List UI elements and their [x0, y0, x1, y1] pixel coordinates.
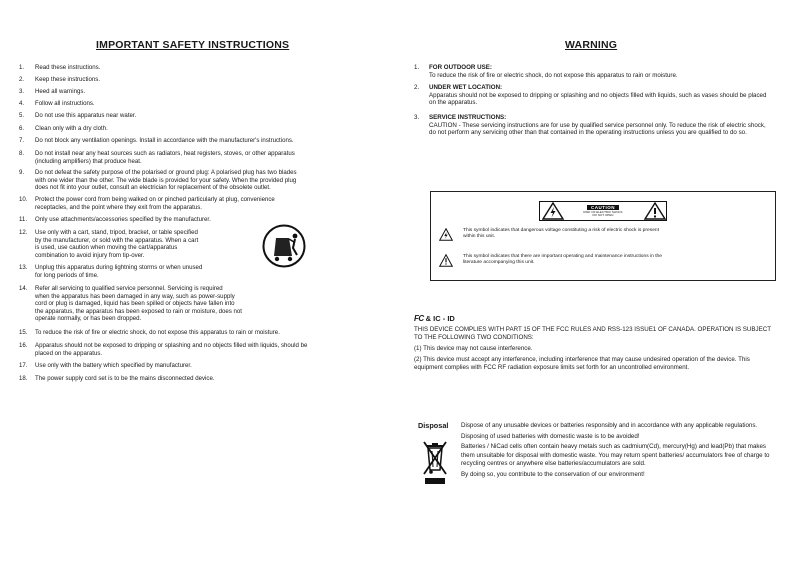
- exclamation-warning-icon: [439, 254, 453, 267]
- symbol-voltage-text: This symbol indicates that dangerous voltage constituting a risk of electric shock is present within this unit.: [463, 228, 659, 239]
- list-item: 1. Read these instructions.: [19, 64, 101, 71]
- caution-label: [539, 201, 667, 221]
- list-item: 11. Only use attachments/accessories specified by the manufacturer.: [19, 216, 211, 223]
- safety-instructions-title: IMPORTANT SAFETY INSTRUCTIONS: [96, 39, 290, 51]
- list-item: 2. UNDER WET LOCATION: Apparatus should not be exposed to dripping or splashing and no objects filled with liquids, such as vases should be placed on the apparatus.: [414, 84, 767, 106]
- list-item: 10. Protect the power cord from being walked on or pinched particularly at plug, convenience receptacles, and the point where they exit from the apparatus.: [19, 196, 275, 211]
- list-item: 8. Do not install near any heat sources such as radiators, heat registers, stoves, or other apparatus (including amplifiers) that produce heat.: [19, 150, 295, 165]
- caution-label-text: RISK OF ELECTRIC SHOCK DO NOT OPEN: [583, 209, 623, 217]
- exclamation-warning-icon: [644, 202, 666, 220]
- fcc-statement: THIS DEVICE COMPLIES WITH PART 15 OF THE FCC RULES AND RSS-123 ISSUE1 OF CANADA. OPERATION IS SUBJECT TO THE FOLLOWING TWO CONDITIONS: (1) This device may not cause interference. (2) This device must accept any interference, including interference that may cause undesired operation of the device. This equipment complies with FCC RF radiation exposure limits set forth for an uncontrolled environment.: [414, 326, 771, 371]
- caution-label-title: CAUTION: [587, 205, 619, 210]
- disposal-text: Dispose of any unusable devices or batteries responsibly and in accordance with any applicable regulations. Disposing of used batteries with domestic waste is to be avoided! Batteries / NiCad cells often contain heavy metals such as cadmium(Cd), mercury(Hg) and lead(Pb) that makes them unsuitable for disposal with domestic waste. You may return spent batteries/ accumulators free of charge to recycling centres or anywhere else batteries/accumulators are sold. By doing so, you contribute to the conservation of our environment!: [461, 422, 770, 478]
- list-item: 15. To reduce the risk of fire or electric shock, do not expose this apparatus to rain or moisture.: [19, 329, 280, 336]
- list-item: 13. Unplug this apparatus during lightning storms or when unused for long periods of time.: [19, 264, 203, 279]
- symbol-row-instructions: [439, 254, 748, 267]
- disposal-title: Disposal: [418, 421, 449, 430]
- list-item: 17. Use only with the battery which specified by manufacturer.: [19, 362, 192, 369]
- list-item: 12. Use only with a cart, stand, tripod, bracket, or table specified by the manufacturer, or sold with the apparatus. When a cart is used, use caution when moving the cart/apparatus combination to avoid injury from tip-over.: [19, 229, 199, 259]
- list-item: 3. SERVICE INSTRUCTIONS: CAUTION - These servicing instructions are for use by qualified service personnel only. To reduce the risk of electric shock, do not perform any servicing other than that contained in the operating instructions unless you are qualified to do so.: [414, 114, 766, 136]
- list-item: 16. Apparatus should not be exposed to dripping or splashing and no objects filled with liquids, should be placed on the apparatus.: [19, 342, 308, 357]
- warning-title: WARNING: [565, 39, 618, 51]
- fcc-heading: [414, 314, 455, 323]
- list-item: 18. The power supply cord set is to be the mains disconnected device.: [19, 375, 215, 382]
- list-item: 6. Clean only with a dry cloth.: [19, 125, 108, 132]
- list-item: 1. FOR OUTDOOR USE: To reduce the risk of fire or electric shock, do not expose this apparatus to rain or moisture.: [414, 64, 678, 79]
- list-item: 9. Do not defeat the safety purpose of the polarised or ground plug: A polarised plug has two blades with one wider than the other. The wide blade is provided for your safety. When the provided plug does not fit into your outlet, consult an electrician for replacement of the obsolete outlet.: [19, 169, 297, 192]
- list-item: 14. Refer all servicing to qualified service personnel. Servicing is required when the apparatus has been damaged in any way, such as power-supply cord or plug is damaged, liquid has been spilled or objects have fallen into the apparatus, the apparatus has been exposed to rain or moisture, does not operate normally, or has been dropped.: [19, 285, 242, 323]
- lightning-warning-icon: [439, 228, 453, 241]
- list-item: 4. Follow all instructions.: [19, 100, 95, 107]
- symbol-row-voltage: [439, 228, 748, 241]
- list-item: 2. Keep these instructions.: [19, 76, 101, 83]
- fcc-heading-text: & IC - ID: [425, 314, 455, 323]
- list-item: 7. Do not block any ventilation openings. Install in accordance with the manufacturer's instructions.: [19, 137, 294, 144]
- safety-symbols-box: [430, 191, 776, 281]
- fcc-logo: FC: [414, 314, 424, 323]
- crossed-bin-icon: [421, 440, 449, 486]
- symbol-instructions-text: This symbol indicates that there are important operating and maintenance instructions in the literature accompanying this unit.: [463, 254, 662, 265]
- list-item: 5. Do not use this apparatus near water.: [19, 112, 137, 119]
- cart-warning-icon: [262, 224, 306, 268]
- lightning-warning-icon: [542, 202, 564, 220]
- list-item: 3. Heed all warnings.: [19, 88, 86, 95]
